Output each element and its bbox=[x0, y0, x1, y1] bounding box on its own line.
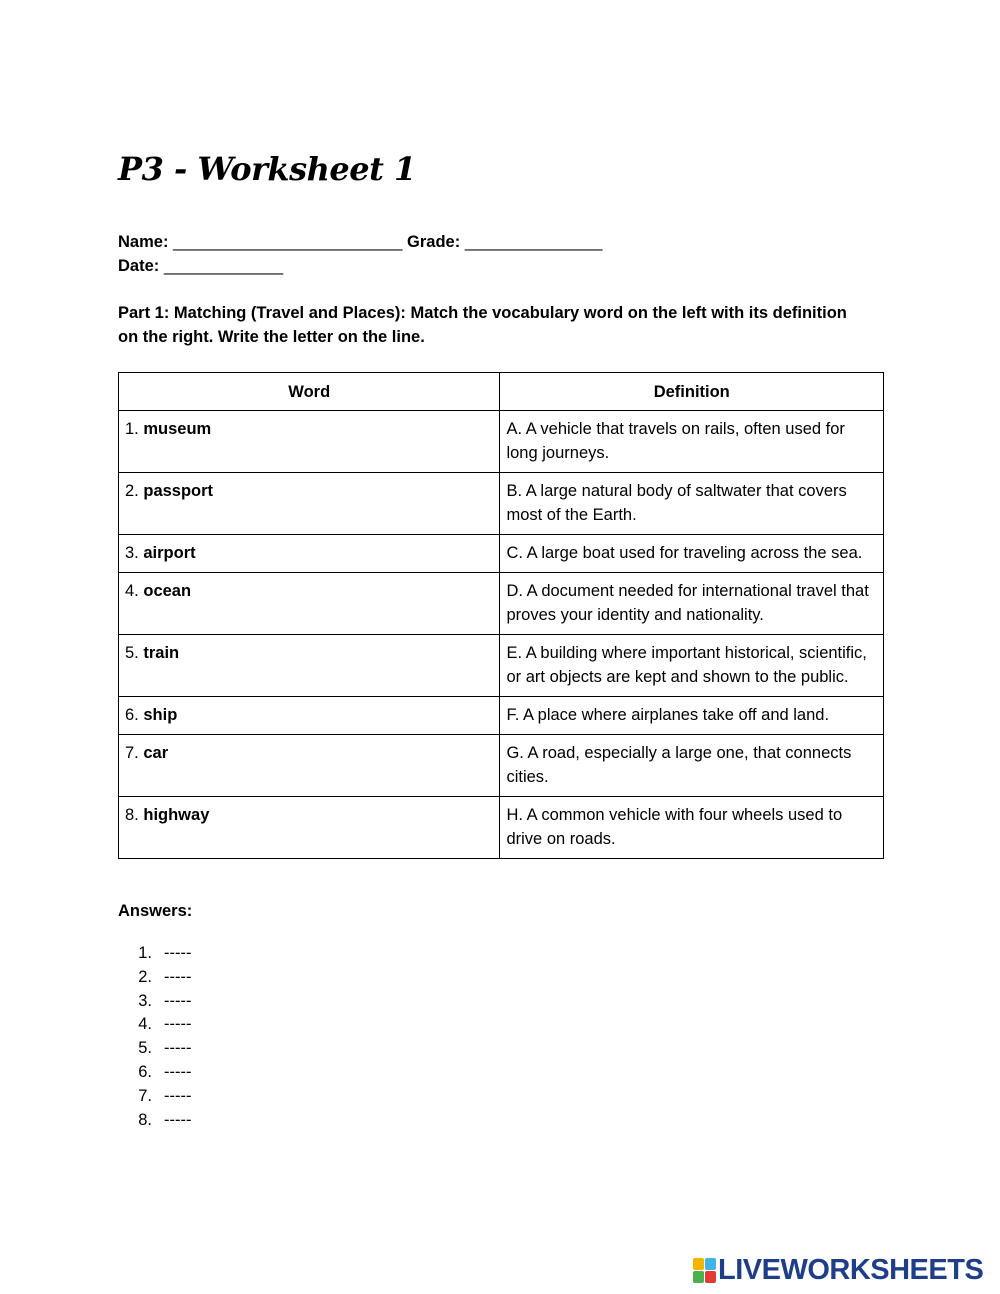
grade-blank[interactable]: _______________ bbox=[464, 233, 603, 251]
answer-blank[interactable]: ----- bbox=[164, 967, 192, 986]
answer-item bbox=[118, 1013, 191, 1037]
name-label: Name: bbox=[118, 233, 169, 251]
word-number: 5. bbox=[125, 644, 139, 662]
word-number: 6. bbox=[125, 706, 139, 724]
answer-item bbox=[118, 1037, 191, 1061]
column-header-word: Word bbox=[119, 373, 500, 411]
word-cell bbox=[119, 573, 500, 635]
vocabulary-word: passport bbox=[143, 482, 214, 500]
vocabulary-word: highway bbox=[143, 806, 210, 824]
word-cell bbox=[119, 697, 500, 735]
column-header-definition: Definition bbox=[500, 373, 884, 411]
definition-cell: B. A large natural body of saltwater that covers most of the Earth. bbox=[500, 473, 884, 535]
vocabulary-word: museum bbox=[143, 420, 212, 438]
definition-cell: E. A building where important historical, scientific, or art objects are kept and shown to the public. bbox=[500, 635, 884, 697]
word-cell bbox=[119, 473, 500, 535]
answer-blank[interactable]: ----- bbox=[164, 991, 192, 1010]
vocabulary-word: ocean bbox=[143, 582, 192, 600]
answer-blank[interactable]: ----- bbox=[164, 1086, 192, 1105]
instructions: Part 1: Matching (Travel and Places): Match the vocabulary word on the left with its definition on the right. Write the letter on the line. bbox=[118, 304, 847, 346]
table-row bbox=[119, 535, 884, 573]
date-label: Date: bbox=[118, 257, 160, 275]
word-number: 4. bbox=[125, 582, 139, 600]
table-header-row bbox=[119, 373, 884, 411]
definition-cell: A. A vehicle that travels on rails, often used for long journeys. bbox=[500, 411, 884, 473]
vocabulary-word: airport bbox=[143, 544, 196, 562]
answer-number: 5. bbox=[138, 1039, 152, 1058]
answer-number: 7. bbox=[138, 1086, 152, 1105]
answer-blank[interactable]: ----- bbox=[164, 944, 192, 962]
table-row bbox=[119, 635, 884, 697]
vocabulary-word: car bbox=[143, 744, 169, 762]
table-row bbox=[119, 697, 884, 735]
answer-blank[interactable]: ----- bbox=[164, 1015, 192, 1034]
definition-cell: D. A document needed for international travel that proves your identity and nationality. bbox=[500, 573, 884, 635]
grade-label: Grade: bbox=[407, 233, 461, 251]
table-row bbox=[119, 411, 884, 473]
word-number: 8. bbox=[125, 806, 139, 824]
answer-blank[interactable]: ----- bbox=[164, 1062, 192, 1081]
table-row bbox=[119, 473, 884, 535]
word-number: 2. bbox=[125, 482, 139, 500]
definition-cell: G. A road, especially a large one, that connects cities. bbox=[500, 735, 884, 797]
worksheet-title: P3 - Worksheet 1 bbox=[118, 150, 416, 188]
word-cell bbox=[119, 535, 500, 573]
name-blank[interactable]: _________________________ bbox=[173, 233, 403, 251]
logo-mark-icon bbox=[693, 1258, 715, 1282]
matching-table bbox=[118, 372, 884, 859]
word-number: 3. bbox=[125, 544, 139, 562]
answers-list bbox=[118, 942, 191, 1132]
answer-number: 1. bbox=[138, 944, 152, 962]
logo-text: LIVEWORKSHEETS bbox=[718, 1254, 984, 1286]
word-cell bbox=[119, 735, 500, 797]
word-number: 1. bbox=[125, 420, 139, 438]
name-grade-line bbox=[118, 230, 602, 254]
answer-item bbox=[118, 990, 191, 1014]
word-cell bbox=[119, 635, 500, 697]
liveworksheets-logo bbox=[693, 1256, 983, 1284]
answer-number: 8. bbox=[138, 1110, 152, 1129]
answer-blank[interactable]: ----- bbox=[164, 1110, 192, 1129]
date-blank[interactable]: _____________ bbox=[163, 257, 284, 275]
table-row bbox=[119, 573, 884, 635]
table-row bbox=[119, 735, 884, 797]
answer-blank[interactable]: ----- bbox=[164, 1039, 192, 1058]
answer-item bbox=[118, 1085, 191, 1109]
word-cell bbox=[119, 411, 500, 473]
answer-item bbox=[118, 1109, 191, 1133]
definition-cell: H. A common vehicle with four wheels used to drive on roads. bbox=[500, 797, 884, 859]
answer-item bbox=[118, 942, 191, 966]
table-row bbox=[119, 797, 884, 859]
definition-cell: F. A place where airplanes take off and land. bbox=[500, 697, 884, 735]
answer-item bbox=[118, 1061, 191, 1085]
answer-item bbox=[118, 966, 191, 990]
definition-cell: C. A large boat used for traveling across the sea. bbox=[500, 535, 884, 573]
answer-number: 6. bbox=[138, 1062, 152, 1081]
answer-number: 2. bbox=[138, 967, 152, 986]
answer-number: 4. bbox=[138, 1015, 152, 1034]
answer-number: 3. bbox=[138, 991, 152, 1010]
date-line bbox=[118, 254, 283, 278]
word-cell bbox=[119, 797, 500, 859]
answers-label: Answers: bbox=[118, 902, 193, 920]
word-number: 7. bbox=[125, 744, 139, 762]
vocabulary-word: train bbox=[143, 644, 180, 662]
vocabulary-word: ship bbox=[143, 706, 178, 724]
